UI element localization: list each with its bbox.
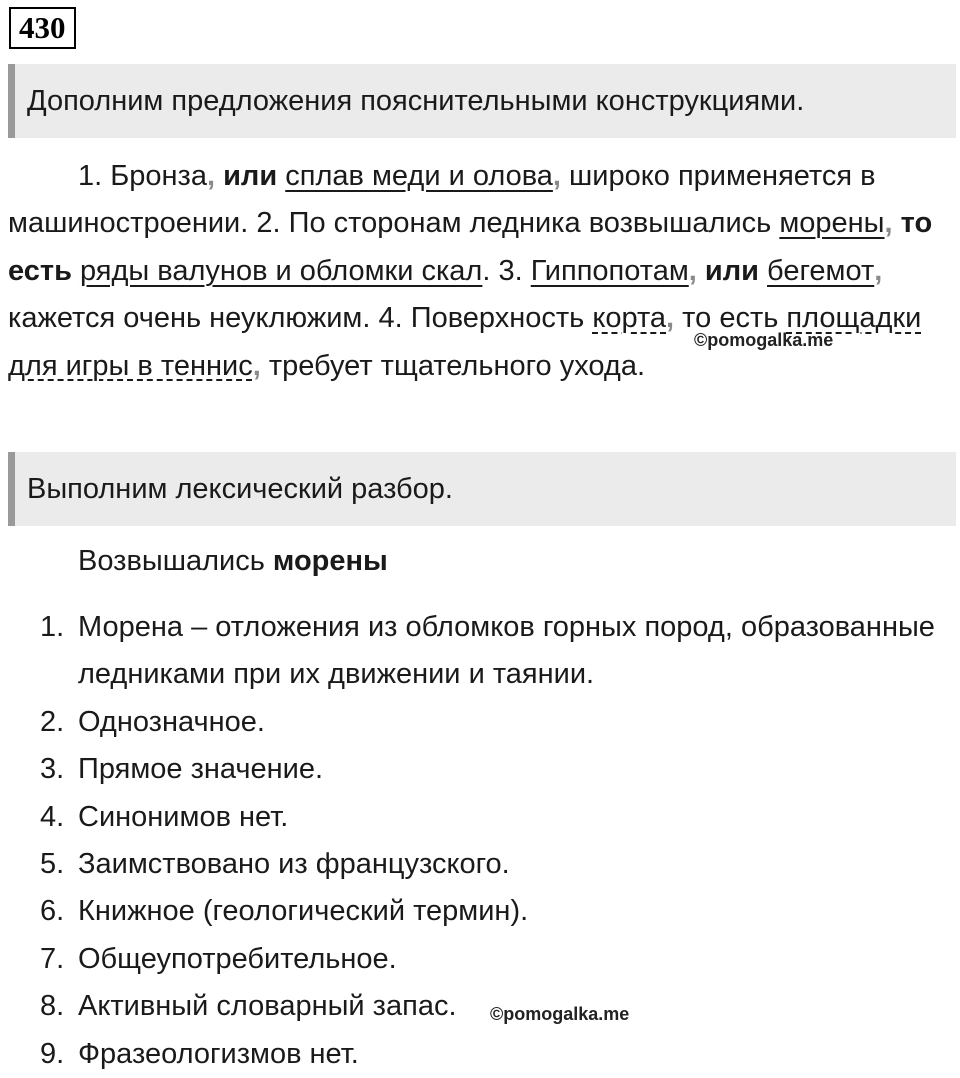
comma-mark: ,	[874, 254, 883, 287]
text: широко применяется в машиностроении.	[8, 160, 876, 240]
explanatory-construction: площадки для игры в теннис	[8, 302, 922, 382]
conjunction-bold: или	[704, 254, 759, 287]
list-item	[40, 888, 940, 935]
item-number: 3.	[40, 753, 65, 786]
list-item	[40, 936, 940, 983]
comma-mark: ,	[666, 302, 675, 335]
sentence-number: 1.	[78, 160, 103, 192]
sentence-number: 2.	[256, 207, 281, 240]
text: то есть	[682, 302, 779, 335]
comma-mark: ,	[206, 160, 216, 192]
item-text: Прямое значение.	[78, 753, 324, 786]
explanatory-construction: сплав меди и олова	[285, 160, 553, 192]
item-text: Общеупотребительное.	[78, 942, 397, 975]
item-text: Книжное (геологический термин).	[78, 895, 529, 928]
watermark: ©pomogalka.me	[490, 1004, 630, 1024]
text: требует тщательного ухода.	[268, 349, 646, 382]
item-number: 1.	[40, 611, 65, 643]
list-item	[40, 841, 940, 888]
explanatory-construction: ряды валунов и обломки скал	[79, 254, 483, 287]
section-header-lexical	[8, 452, 956, 526]
comma-mark: ,	[688, 254, 697, 287]
list-item	[40, 746, 940, 793]
section-header-constructions	[8, 64, 956, 138]
explained-word: Гиппопотам	[530, 254, 689, 287]
item-number: 2.	[40, 705, 65, 738]
conjunction-bold: или	[223, 160, 278, 192]
text: Поверхность	[410, 302, 585, 335]
item-number: 5.	[40, 848, 65, 881]
text: кажется очень неуклюжим.	[8, 302, 371, 335]
item-number: 7.	[40, 942, 65, 975]
sentence-number: 3.	[498, 254, 523, 287]
item-text: Синонимов нет.	[78, 800, 289, 833]
item-number: 6.	[40, 895, 65, 928]
period: .	[482, 254, 491, 287]
phrase-plain: Возвышались	[78, 545, 265, 577]
sentence-number: 4.	[378, 302, 403, 335]
list-item	[40, 1031, 940, 1078]
item-text: Однозначное.	[78, 705, 265, 738]
text: Бронза	[110, 160, 207, 192]
explanatory-construction: бегемот	[767, 254, 875, 287]
comma-mark: ,	[252, 349, 261, 382]
exercise-paragraph	[8, 153, 956, 390]
phrase-bold: морены	[272, 545, 388, 577]
section-header-text: Выполним лексический разбор.	[27, 472, 453, 505]
list-item	[40, 699, 940, 746]
watermark: ©pomogalka.me	[694, 330, 834, 350]
task-number: 430	[9, 7, 76, 49]
item-text: Заимствовано из французского.	[78, 848, 510, 881]
analysis-phrase	[78, 545, 388, 578]
comma-mark: ,	[552, 160, 561, 192]
explained-word: корта	[592, 302, 667, 335]
item-text: Активный словарный запас.	[78, 990, 457, 1023]
conjunction-bold: то есть	[8, 207, 933, 287]
item-text: Фразеологизмов нет.	[78, 1037, 359, 1070]
text: По сторонам ледника возвышались	[288, 207, 772, 240]
item-number: 9.	[40, 1037, 65, 1070]
item-number: 4.	[40, 800, 65, 833]
explained-word: морены	[779, 207, 885, 240]
comma-mark: ,	[884, 207, 893, 240]
item-text: Морена – отложения из обломков горных пород, образованные ледниками при их движении и таянии.	[78, 611, 935, 691]
item-number: 8.	[40, 990, 65, 1023]
list-item	[40, 604, 940, 699]
list-item	[40, 794, 940, 841]
section-header-text: Дополним предложения пояснительными конструкциями.	[27, 84, 805, 117]
